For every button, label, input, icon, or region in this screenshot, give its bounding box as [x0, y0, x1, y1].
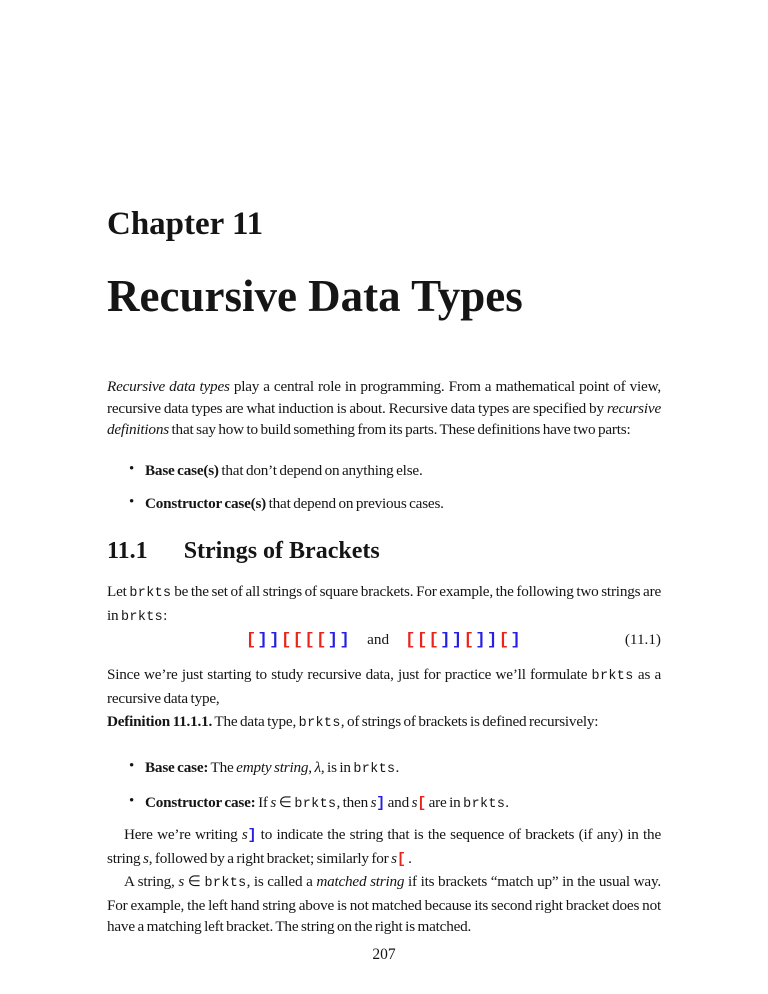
- section-title: Strings of Brackets: [183, 538, 380, 564]
- section-heading: [107, 538, 661, 565]
- closing-paragraph-2: A string, s ∈ brkts, is called a matched string if its brackets “match up” in the usual way. For example, the left hand string above is not matched because its second right bracket does not have a matching left bracket. The string on the right is matched.: [107, 873, 661, 936]
- closing-paragraphs: [107, 824, 661, 938]
- closing-paragraph-1: Here we’re writing s] to indicate the string that is the sequence of brackets (if any) in the string s, followed by a right bracket; similarly for s[ .: [107, 826, 661, 868]
- brkts-intro-paragraph: Let brkts be the set of all strings of square brackets. For example, the following two strings are in brkts:: [107, 583, 661, 625]
- bullet-item-def-base-case: [107, 757, 661, 781]
- chapter-title: Recursive Data Types: [107, 271, 523, 321]
- bullet-item-def-constructor-case: [107, 792, 661, 816]
- bullet-text: Constructor case(s) that depend on previous cases.: [145, 494, 444, 512]
- equation-and-label: and: [367, 631, 390, 648]
- bullet-text: Base case(s) that don’t depend on anything else.: [145, 462, 423, 479]
- bullet-item-base-case: [107, 460, 661, 482]
- bullet-icon: •: [129, 493, 135, 510]
- bullet-text: Constructor case: If s ∈ brkts, then s] and s[ are in brkts.: [145, 793, 509, 812]
- since-paragraph: Since we’re just starting to study recursive data, just for practice we’ll formulate brkts as a recursive data type,: [107, 666, 661, 707]
- intro-bullet-list: [107, 460, 661, 525]
- bracket-string-left: []][[[[]]: [245, 631, 352, 650]
- definition-paragraph: Definition 11.1.1. The data type, brkts, of strings of brackets is defined recursively:: [107, 713, 599, 731]
- bullet-icon: •: [129, 758, 135, 774]
- intro-paragraph: Recursive data types play a central role in programming. From a mathematical point of view, recursive data types are what induction is about. Recursive data types are specified by recursive definitions that say how to build something from its parts. These definitions have two parts:: [107, 378, 661, 439]
- equation-number: (11.1): [624, 631, 661, 648]
- bullet-icon: •: [129, 792, 135, 809]
- section-number: 11.1: [107, 538, 148, 564]
- definition-bullet-list: [107, 757, 661, 826]
- bracket-string-right: [[[]][]][]: [405, 631, 523, 650]
- bullet-icon: •: [129, 461, 135, 477]
- bullet-text: Base case: The empty string, λ, is in brkts.: [145, 759, 400, 777]
- equation-11-1: [107, 629, 661, 653]
- chapter-label: Chapter 11: [107, 206, 264, 242]
- bullet-item-constructor-case: [107, 493, 661, 515]
- page-number: 207: [372, 946, 396, 963]
